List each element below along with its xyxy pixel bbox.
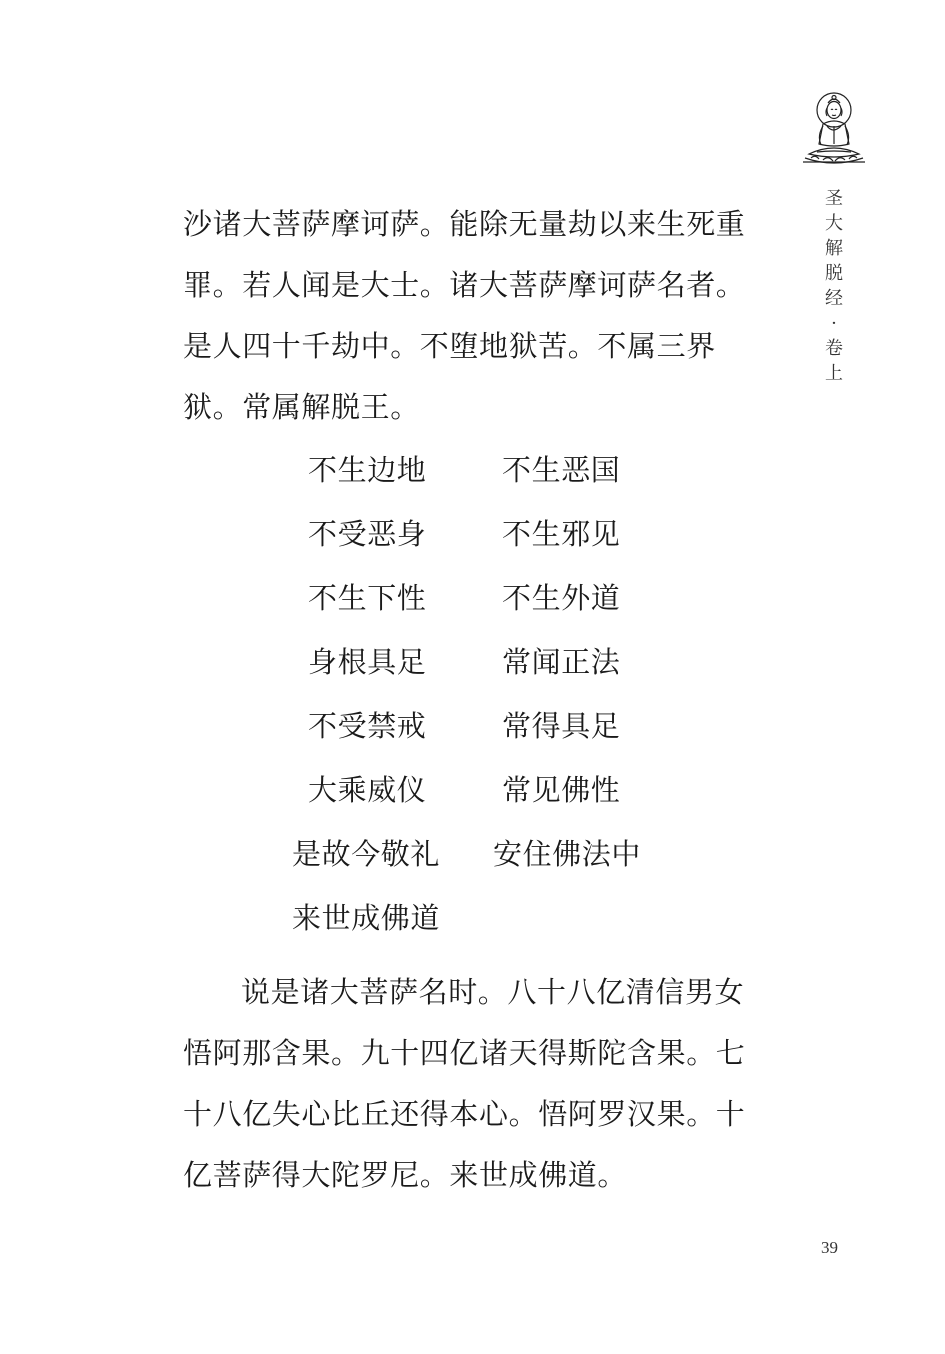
title-char: 卷: [825, 338, 843, 359]
verse-right-1: 不生恶国: [502, 453, 621, 487]
book-title-vertical: [818, 186, 850, 386]
verse-left-3: 不生下性: [308, 581, 427, 615]
page-number: 39: [821, 1238, 838, 1257]
body-paragraph-1: 沙诸大菩萨摩诃萨。能除无量劫以来生死重罪。若人闻是大士。诸大菩萨摩诃萨名者。是人四十千劫中。不堕地狱苦。不属三界狱。常属解脱王。: [183, 207, 746, 424]
verse-right-4: 常闻正法: [502, 645, 621, 679]
verse-left-4: 身根具足: [308, 645, 427, 679]
verse-left-1: 不生边地: [308, 453, 427, 487]
verse-right-6: 常见佛性: [502, 773, 621, 807]
verse-right-7: 安住佛法中: [493, 837, 642, 871]
title-char: 上: [825, 363, 843, 384]
title-char: 脱: [825, 263, 843, 284]
verse-right-2: 不生邪见: [502, 517, 621, 551]
seated-buddha-icon: [797, 88, 871, 168]
title-char: 经: [825, 288, 843, 309]
verse-left-8: 来世成佛道: [292, 901, 441, 935]
verse-left-7: 是故今敬礼: [292, 837, 441, 871]
title-char: 解: [825, 238, 843, 259]
verse-left-6: 大乘威仪: [308, 773, 427, 807]
body-paragraph-2: 说是诸大菩萨名时。八十八亿清信男女悟阿那含果。九十四亿诸天得斯陀含果。七十八亿失心比丘还得本心。悟阿罗汉果。十亿菩萨得大陀罗尼。来世成佛道。: [183, 975, 746, 1192]
verse-left-2: 不受恶身: [308, 517, 427, 551]
title-char: ·: [831, 313, 837, 334]
verse-left-5: 不受禁戒: [308, 709, 427, 743]
verse-right-5: 常得具足: [502, 709, 621, 743]
title-char: 大: [825, 213, 843, 234]
verse-right-3: 不生外道: [502, 581, 621, 615]
title-char: 圣: [825, 188, 843, 209]
